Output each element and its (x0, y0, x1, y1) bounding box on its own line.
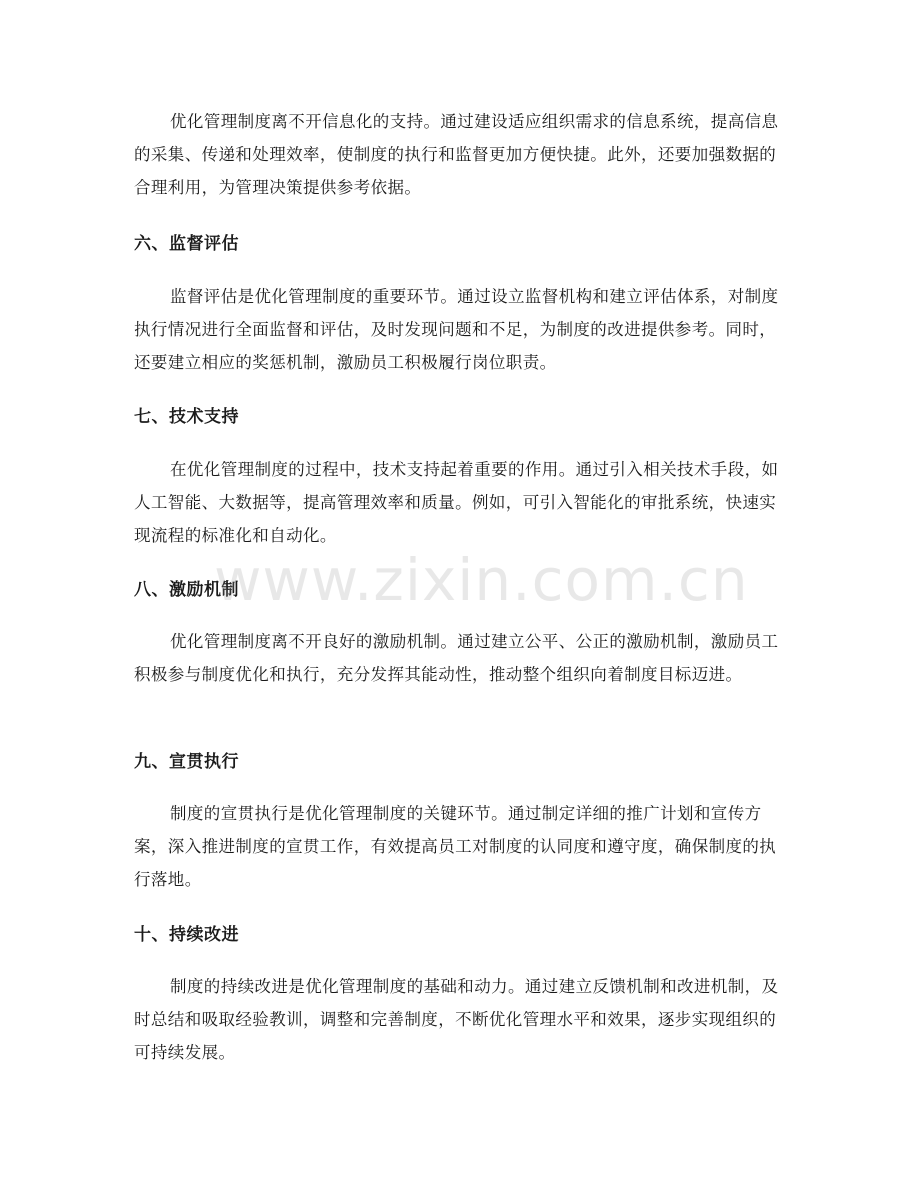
section-6-heading: 六、监督评估 (134, 234, 239, 254)
watermark: www.zixin.com.cn (214, 546, 749, 614)
section-9-heading: 九、宣贯执行 (134, 752, 239, 772)
section-7-heading: 七、技术支持 (134, 407, 239, 427)
section-8-heading: 八、激励机制 (134, 580, 239, 600)
section-7-body (134, 453, 786, 552)
section-9-paragraph: 制度的宣贯执行是优化管理制度的关键环节。通过制定详细的推广计划和宣传方案，深入推进制度的宣贯工作，有效提高员工对制度的认同度和遵守度，确保制度的执行落地。 (134, 804, 777, 889)
section-10-heading: 十、持续改进 (134, 925, 239, 945)
section-6-body (134, 280, 786, 379)
intro-paragraph: 优化管理制度离不开信息化的支持。通过建设适应组织需求的信息系统，提高信息的采集、传递和处理效率，使制度的执行和监督更加方便快捷。此外，还要加强数据的合理利用，为管理决策提供参考依据。 (134, 112, 779, 197)
section-10-body (134, 970, 786, 1069)
section-7-paragraph: 在优化管理制度的过程中，技术支持起着重要的作用。通过引入相关技术手段，如人工智能、大数据等，提高管理效率和质量。例如，可引入智能化的审批系统，快速实现流程的标准化和自动化。 (134, 460, 779, 545)
section-8-paragraph: 优化管理制度离不开良好的激励机制。通过建立公平、公正的激励机制，激励员工积极参与制度优化和执行，充分发挥其能动性，推动整个组织向着制度目标迈进。 (134, 632, 779, 684)
section-6-paragraph: 监督评估是优化管理制度的重要环节。通过设立监督机构和建立评估体系，对制度执行情况进行全面监督和评估，及时发现问题和不足，为制度的改进提供参考。同时，还要建立相应的奖惩机制，激励员工积极履行岗位职责。 (134, 287, 779, 372)
section-10-paragraph: 制度的持续改进是优化管理制度的基础和动力。通过建立反馈机制和改进机制，及时总结和吸取经验教训，调整和完善制度，不断优化管理水平和效果，逐步实现组织的可持续发展。 (134, 977, 779, 1062)
intro-paragraph-block (134, 105, 786, 204)
section-8-body (134, 625, 786, 691)
section-9-body (134, 797, 786, 896)
